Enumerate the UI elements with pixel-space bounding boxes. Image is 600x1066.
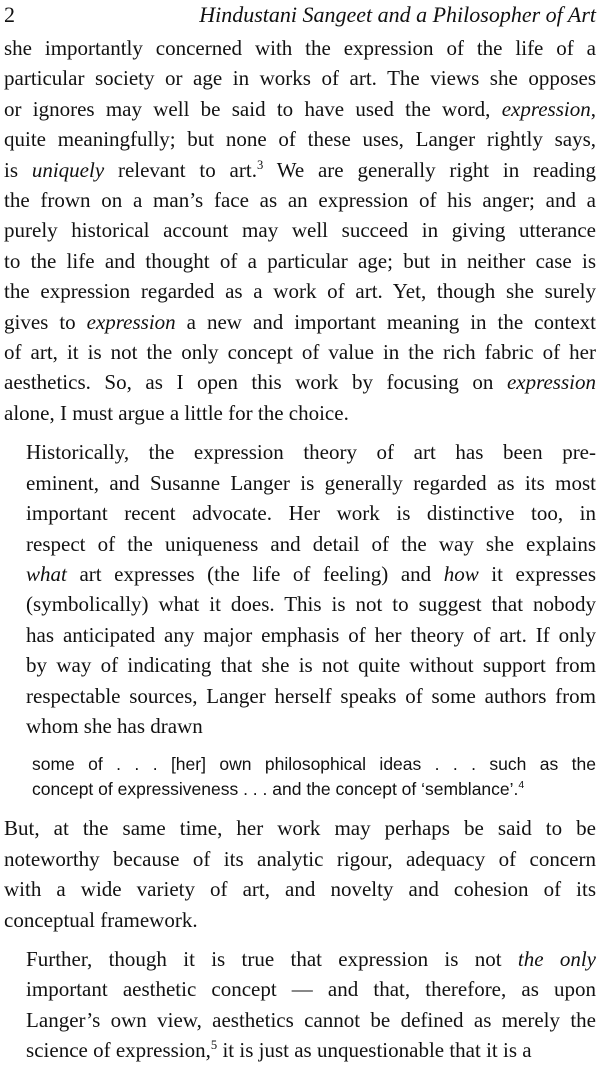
text-line: [4, 1035, 596, 1065]
text-line: [4, 215, 596, 245]
text-line: [4, 307, 596, 337]
text-line: [4, 63, 596, 93]
page-header: [4, 0, 596, 30]
text-run: respectable sources, Langer herself speaks of some authors from: [26, 683, 596, 708]
text-line: [4, 398, 596, 428]
text-run: Historically, the expression theory of art has been pre-: [26, 440, 596, 465]
text-run: the expression regarded as a work of art. Yet, though she surely: [4, 279, 596, 304]
text-line: [4, 813, 596, 843]
emphasis: expression: [506, 370, 596, 395]
text-run: relevant to art.: [104, 157, 257, 182]
text-run: ,: [590, 96, 596, 121]
text-run: conceptual framework.: [4, 907, 198, 932]
paragraph-further: [4, 944, 596, 1066]
text-line: [4, 711, 596, 741]
text-run: by way of indicating that she is not quite without support from: [26, 653, 596, 678]
text-run: But, at the same time, her work may perhaps be said to be: [4, 816, 596, 841]
emphasis: expression: [86, 309, 176, 334]
text-line: [4, 650, 596, 680]
text-run: whom she has drawn: [26, 713, 203, 738]
text-run: concept of expressiveness . . . and the concept of ‘semblance’.: [32, 779, 519, 800]
text-run: it expresses: [478, 561, 596, 586]
emphasis: expression: [501, 96, 591, 121]
text-run: eminent, and Susanne Langer is generally regarded as its most: [26, 470, 596, 495]
text-run: particular society or age in works of art. The views she opposes: [4, 66, 596, 91]
text-line: [4, 905, 596, 935]
text-line: [4, 498, 596, 528]
text-run: important aesthetic concept — and that, therefore, as upon: [26, 977, 596, 1002]
text-line: [4, 276, 596, 306]
text-run: noteworthy because of its analytic rigour, adequacy of concern: [4, 846, 596, 871]
text-run: she importantly concerned with the expression of the life of a: [4, 36, 596, 60]
text-line: [4, 185, 596, 215]
text-run: respect of the uniqueness and detail of the way she explains: [26, 531, 596, 556]
text-line: [4, 681, 596, 711]
text-line: [4, 246, 596, 276]
text-line: [4, 559, 596, 589]
footnote-marker: 5: [210, 1038, 218, 1053]
text-line: [4, 33, 596, 63]
text-line: [4, 874, 596, 904]
text-run: quite meaningfully; but none of these uses, Langer rightly says,: [4, 127, 596, 152]
text-run: the frown on a man’s face as an expression of his anger; and a: [4, 188, 596, 213]
text-line: [4, 944, 596, 974]
text-line: [4, 337, 596, 367]
text-run: gives to: [4, 309, 87, 334]
running-head: Hindustani Sangeet and a Philosopher of Art: [199, 2, 596, 27]
text-line: [4, 844, 596, 874]
page-number: 2: [4, 2, 15, 27]
text-line: [4, 155, 596, 185]
text-run: some of . . . [her] own philosophical ideas . . . such as the: [32, 754, 596, 775]
text-run: has anticipated any major emphasis of her theory of art. If only: [26, 622, 596, 647]
text-line: [4, 1005, 596, 1035]
text-run: Further, though it is true that expression is not: [26, 946, 518, 971]
text-run: aesthetics. So, as I open this work by focusing on: [4, 370, 507, 395]
text-line: [4, 529, 596, 559]
paragraph-expression-context: [4, 33, 596, 428]
paragraph-noteworthy: [4, 813, 596, 935]
text-line: [4, 94, 596, 124]
footnote-marker: 4: [518, 779, 525, 792]
emphasis: how: [443, 561, 479, 586]
footnote-marker: 3: [256, 157, 264, 172]
text-run: art expresses (the life of feeling) and: [66, 561, 444, 586]
text-run: important recent advocate. Her work is distinctive too, in: [26, 501, 596, 526]
text-line: [4, 589, 596, 619]
text-run: of art, it is not the only concept of value in the rich fabric of her: [4, 340, 596, 365]
text-line: [32, 777, 596, 802]
block-quote: [32, 752, 596, 802]
paragraph-historically: [4, 437, 596, 741]
text-run: to the life and thought of a particular age; but in neither case is: [4, 248, 596, 273]
text-run: a new and important meaning in the context: [175, 309, 596, 334]
text-run: (symbolically) what it does. This is not to suggest that nobody: [26, 592, 596, 617]
text-line: [4, 620, 596, 650]
text-run: alone, I must argue a little for the choice.: [4, 400, 349, 425]
text-line: [4, 468, 596, 498]
text-run: or ignores may well be said to have used the word,: [4, 96, 502, 121]
text-line: [4, 124, 596, 154]
text-run: purely historical account may well succeed in giving utterance: [4, 218, 596, 243]
emphasis: the only: [517, 946, 596, 971]
text-run: with a wide variety of art, and novelty and cohesion of its: [4, 877, 596, 902]
text-line: [4, 974, 596, 1004]
text-line: [4, 437, 596, 467]
text-run: Langer’s own view, aesthetics cannot be defined as merely the: [26, 1007, 596, 1032]
text-run: We are generally right in reading: [263, 157, 596, 182]
text-line: [4, 367, 596, 397]
emphasis: uniquely: [31, 157, 105, 182]
text-run: it is just as unquestionable that it is a: [217, 1038, 532, 1063]
page-body: [4, 33, 596, 1066]
text-run: science of expression,: [26, 1038, 211, 1063]
text-line: [32, 752, 596, 777]
emphasis: what: [26, 561, 67, 586]
text-run: is: [4, 157, 32, 182]
